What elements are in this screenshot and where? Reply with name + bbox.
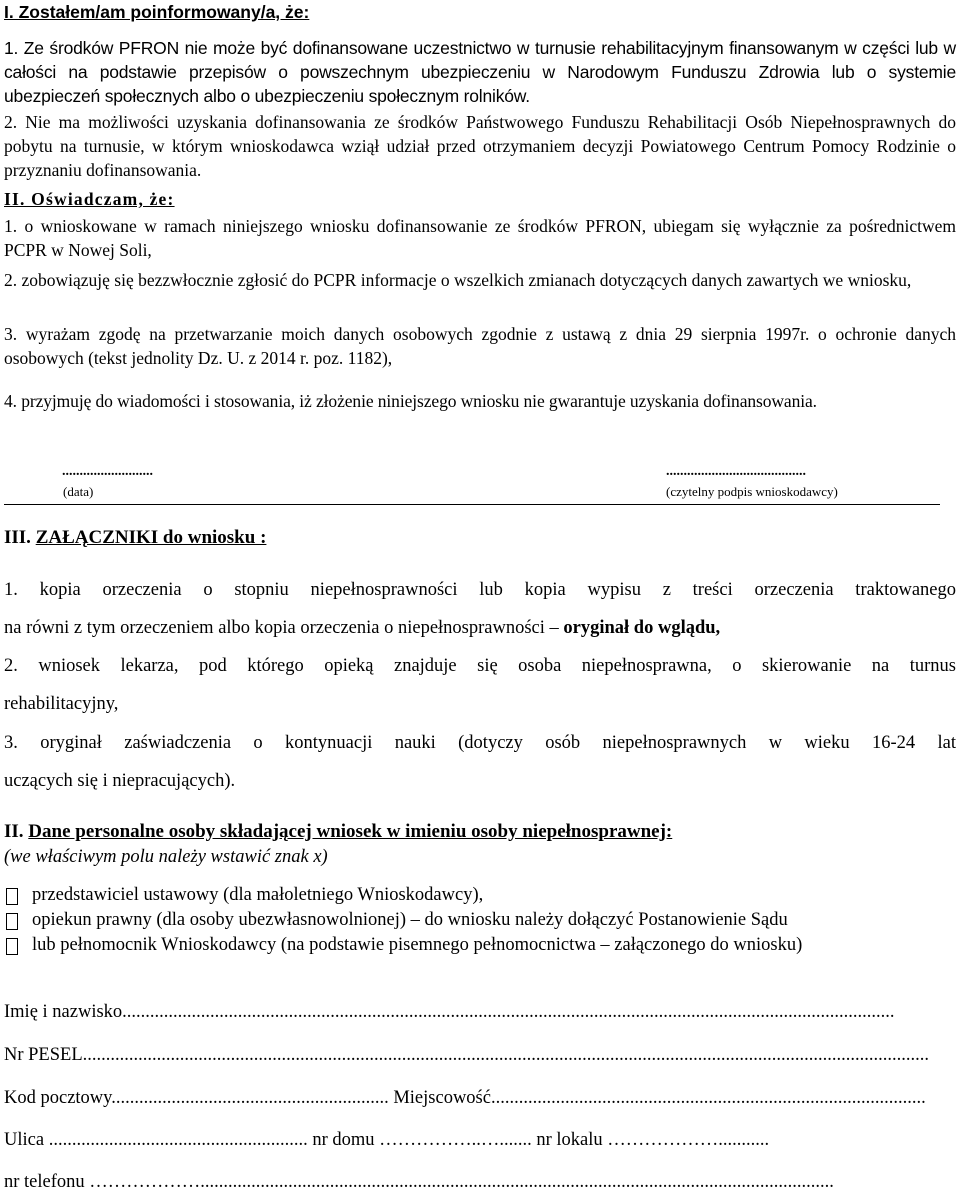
city-label: Miejscowość xyxy=(393,1088,491,1108)
city-field[interactable]: .............................................................................................. xyxy=(490,1088,926,1108)
date-dots: .......................... xyxy=(62,464,153,479)
attachment-1-line-2 xyxy=(4,618,956,639)
street-label: Ulica xyxy=(4,1130,45,1150)
section-1-title: I. Zostałem/am poinformowany/a, że: xyxy=(4,2,310,22)
attachment-2-line-1: 2. wniosek lekarza, pod którego opieką znajduje się osoba niepełnosprawna, o skierowanie na turnus xyxy=(4,656,956,676)
section-3-prefix: III. xyxy=(4,527,31,548)
attachment-1-bold: oryginał do wglądu, xyxy=(563,618,721,638)
section-2-item-2: 2. zobowiązuję się bezzwłocznie zgłosić do PCPR informacje o wszelkich zmianach dotyczących danych zawartych we wniosku, xyxy=(4,270,912,290)
section-2-item-1: 1. o wnioskowane w ramach niniejszego wniosku dofinansowanie ze środków PFRON, ubiegam się wyłącznie za pośrednictwem PCPR w Nowej Soli, xyxy=(4,216,956,260)
section-2-item-3: 3. wyrażam zgodę na przetwarzanie moich danych osobowych zgodnie z ustawą z dnia 29 sierpnia 1997r. o ochronie danych osobowych (tekst jednolity Dz. U. z 2014 r. poz. 1182), xyxy=(4,324,956,368)
street-field[interactable]: ........................................................ xyxy=(44,1130,308,1150)
attachment-1-text-2: na równi z tym orzeczeniem albo kopia orzeczenia o niepełnosprawności – xyxy=(4,618,559,638)
section-3-heading: ZAŁĄCZNIKI do wniosku : xyxy=(35,527,267,548)
pesel-field[interactable]: Nr PESEL....................................................................................................................................................................................... xyxy=(4,1045,929,1065)
section-2-title: II. Oświadczam, że: xyxy=(4,189,175,209)
house-number-field[interactable]: ……………..…....... xyxy=(374,1130,532,1150)
postal-code-field[interactable]: ............................................................ xyxy=(111,1088,389,1108)
attachment-3-line-1: 3. oryginał zaświadczenia o kontynuacji nauki (dotyczy osób niepełnosprawnych w wieku 16-24 lat xyxy=(4,733,956,753)
flat-number-field[interactable]: ………………........... xyxy=(602,1130,770,1150)
street-row xyxy=(4,1128,948,1152)
option-label: lub pełnomocnik Wnioskodawcy (na podstawie pisemnego pełnomocnictwa – załączonego do wniosku) xyxy=(32,935,803,955)
postal-code-label: Kod pocztowy xyxy=(4,1088,112,1108)
flat-number-label: nr lokalu xyxy=(536,1130,603,1150)
section-1-item-2: 2. Nie ma możliwości uzyskania dofinansowania ze środków Państwowego Funduszu Rehabilitacji Osób Niepełnosprawnych do pobytu na turnusie, w którym wnioskodawca wziął udział przed otrzymaniem decyzji Powiatowego Centrum Pomocy Rodzinie o przyznaniu dofinansowania. xyxy=(4,112,956,180)
section-4-heading: Dane personalne osoby składającej wniosek w imieniu osoby niepełnosprawnej: xyxy=(28,821,673,842)
option-legal-representative[interactable] xyxy=(4,883,956,908)
address-row xyxy=(4,1086,948,1110)
signature-label: (czytelny podpis wnioskodawcy) xyxy=(666,484,838,499)
option-label: opiekun prawny (dla osoby ubezwłasnowolnionej) – do wniosku należy dołączyć Postanowienie Sądu xyxy=(32,910,788,930)
section-4-prefix: II. xyxy=(4,821,24,842)
section-2-item-4: 4. przyjmuję do wiadomości i stosowania, iż złożenie niniejszego wniosku nie gwarantuje uzyskania dofinansowania. xyxy=(4,391,817,411)
attachment-1-line-1 xyxy=(4,580,956,601)
phone-label: nr telefonu xyxy=(4,1172,85,1192)
option-label: przedstawiciel ustawowy (dla małoletniego Wnioskodawcy), xyxy=(32,885,484,905)
attachment-1-text: kopia orzeczenia o stopniu niepełnosprawności lub kopia wypisu z treści orzeczenia traktowanego xyxy=(39,580,956,600)
option-legal-guardian[interactable] xyxy=(4,908,956,933)
phone-field[interactable]: nr telefonu ………………......................................................................................................................................... xyxy=(4,1172,834,1192)
attachment-3-line-2: uczących się i niepracujących). xyxy=(4,771,236,791)
house-number-label: nr domu xyxy=(312,1130,375,1150)
section-3-title xyxy=(4,527,956,549)
option-proxy[interactable] xyxy=(4,933,956,958)
date-label: (data) xyxy=(63,484,94,499)
pesel-label: Nr PESEL xyxy=(4,1045,83,1065)
attachment-2-line-2: rehabilitacyjny, xyxy=(4,694,119,714)
signature-row xyxy=(4,464,940,505)
name-field[interactable]: Imię i nazwisko....................................................................................................................................................................... xyxy=(4,1002,895,1022)
checkbox[interactable] xyxy=(6,888,18,905)
section-4-subtitle: (we właściwym polu należy wstawić znak x) xyxy=(4,847,328,867)
name-label: Imię i nazwisko xyxy=(4,1002,123,1022)
section-4-title xyxy=(4,820,956,844)
signature-dots: ........................................ xyxy=(666,464,806,479)
checkbox[interactable] xyxy=(6,938,18,955)
section-1-item-1: 1. Ze środków PFRON nie może być dofinansowane uczestnictwo w turnusie rehabilitacyjnym finansowanym w części lub w całości na podstawie przepisów o powszechnym ubezpieczeniu w Narodowym Funduszu Zdrowia lub o systemie ubezpieczeń społecznych albo o ubezpieczeniu społecznym rolników. xyxy=(4,38,956,106)
attachment-1-number: 1. xyxy=(4,580,18,600)
checkbox[interactable] xyxy=(6,913,18,930)
representative-options xyxy=(4,883,956,958)
